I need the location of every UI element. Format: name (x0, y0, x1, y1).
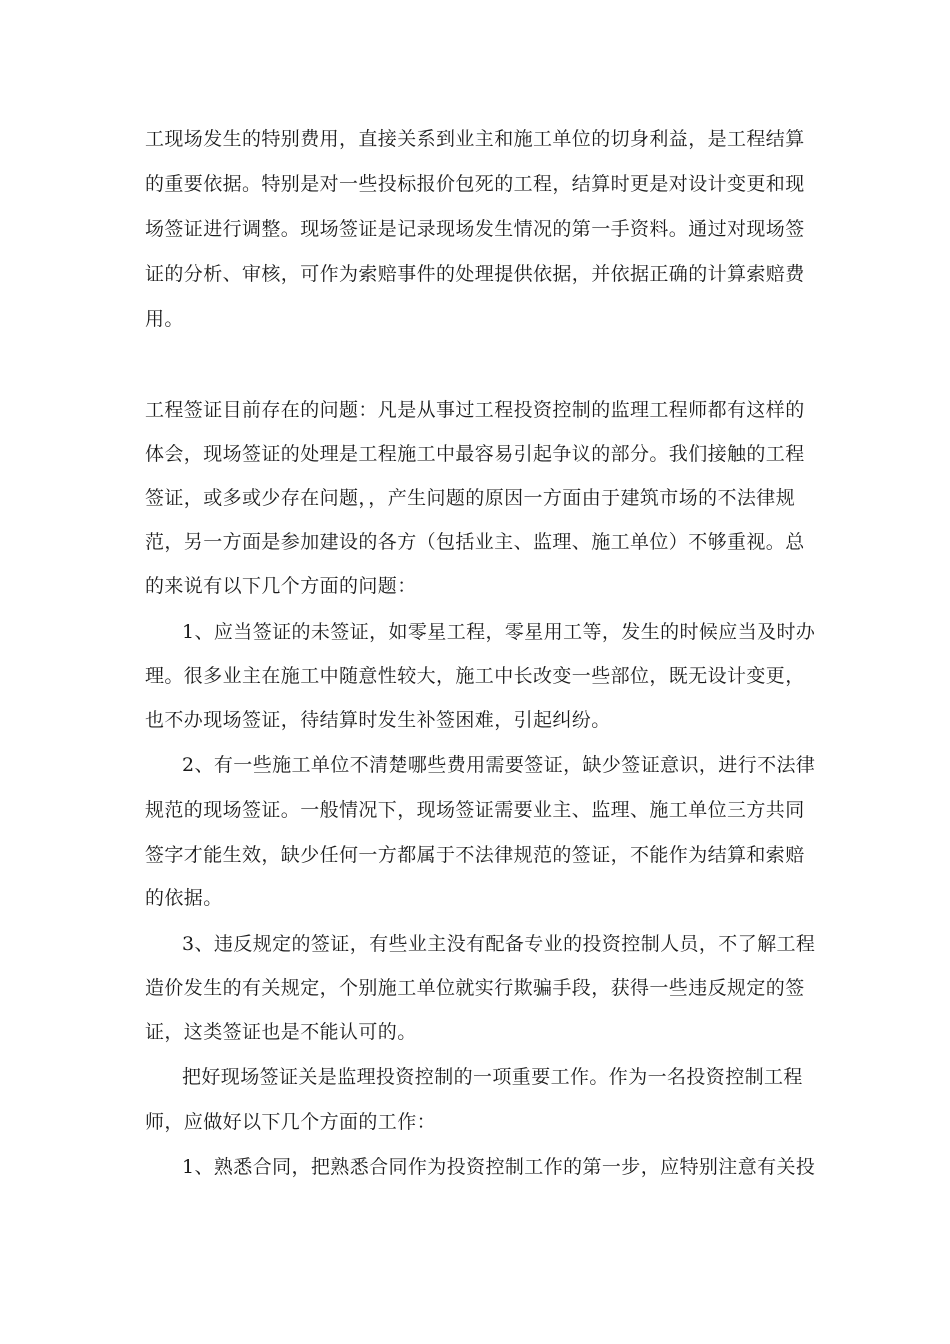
paragraph-2-line-5: 的来说有以下几个方面的问题： (145, 575, 417, 597)
paragraph-2-line-4: 范，另一方面是参加建设的各方（包括业主、监理、施工单位）不够重视。总 (145, 531, 805, 553)
item-2-line-2: 规范的现场签证。一般情况下，现场签证需要业主、监理、施工单位三方共同 (145, 799, 805, 821)
work-intro-line-1: 把好现场签证关是监理投资控制的一项重要工作。作为一名投资控制工程 (182, 1066, 803, 1088)
work-intro-line-2: 师，应做好以下几个方面的工作： (145, 1111, 437, 1133)
item-2-line-4: 的依据。 (145, 887, 223, 909)
item-1-line-2: 理。很多业主在施工中随意性较大，施工中长改变一些部位，既无设计变更， (145, 665, 805, 687)
item-3-line-3: 证，这类签证也是不能认可的。 (145, 1021, 417, 1043)
paragraph-1-line-2: 的重要依据。特别是对一些投标报价包死的工程，结算时更是对设计变更和现 (145, 173, 805, 195)
item-1-line-3: 也不办现场签证，待结算时发生补签困难，引起纠纷。 (145, 709, 611, 731)
item-1-line-1: 1、应当签证的未签证，如零星工程，零星用工等，发生的时候应当及时办 (182, 621, 816, 643)
work-item-1-line-1: 1、熟悉合同，把熟悉合同作为投资控制工作的第一步，应特别注意有关投 (182, 1156, 816, 1178)
paragraph-2-line-1: 工程签证目前存在的问题：凡是从事过工程投资控制的监理工程师都有这样的 (145, 399, 805, 421)
item-2-line-1: 2、有一些施工单位不清楚哪些费用需要签证，缺少签证意识，进行不法律 (182, 754, 816, 776)
paragraph-1-line-3: 场签证进行调整。现场签证是记录现场发生情况的第一手资料。通过对现场签 (145, 218, 805, 240)
paragraph-2-line-2: 体会，现场签证的处理是工程施工中最容易引起争议的部分。我们接触的工程 (145, 443, 805, 465)
paragraph-1-line-4: 证的分析、审核，可作为索赔事件的处理提供依据，并依据正确的计算索赔费 (145, 263, 805, 285)
paragraph-1-line-5: 用。 (145, 308, 184, 330)
item-2-line-3: 签字才能生效，缺少任何一方都属于不法律规范的签证，不能作为结算和索赔 (145, 844, 805, 866)
paragraph-2-line-3: 签证，或多或少存在问题，，产生问题的原因一方面由于建筑市场的不法律规 (145, 487, 796, 509)
paragraph-1-line-1: 工现场发生的特别费用，直接关系到业主和施工单位的切身利益，是工程结算 (145, 128, 805, 150)
item-3-line-2: 造价发生的有关规定，个别施工单位就实行欺骗手段，获得一些违反规定的签 (145, 977, 805, 999)
item-3-line-1: 3、违反规定的签证，有些业主没有配备专业的投资控制人员，不了解工程 (182, 933, 816, 955)
